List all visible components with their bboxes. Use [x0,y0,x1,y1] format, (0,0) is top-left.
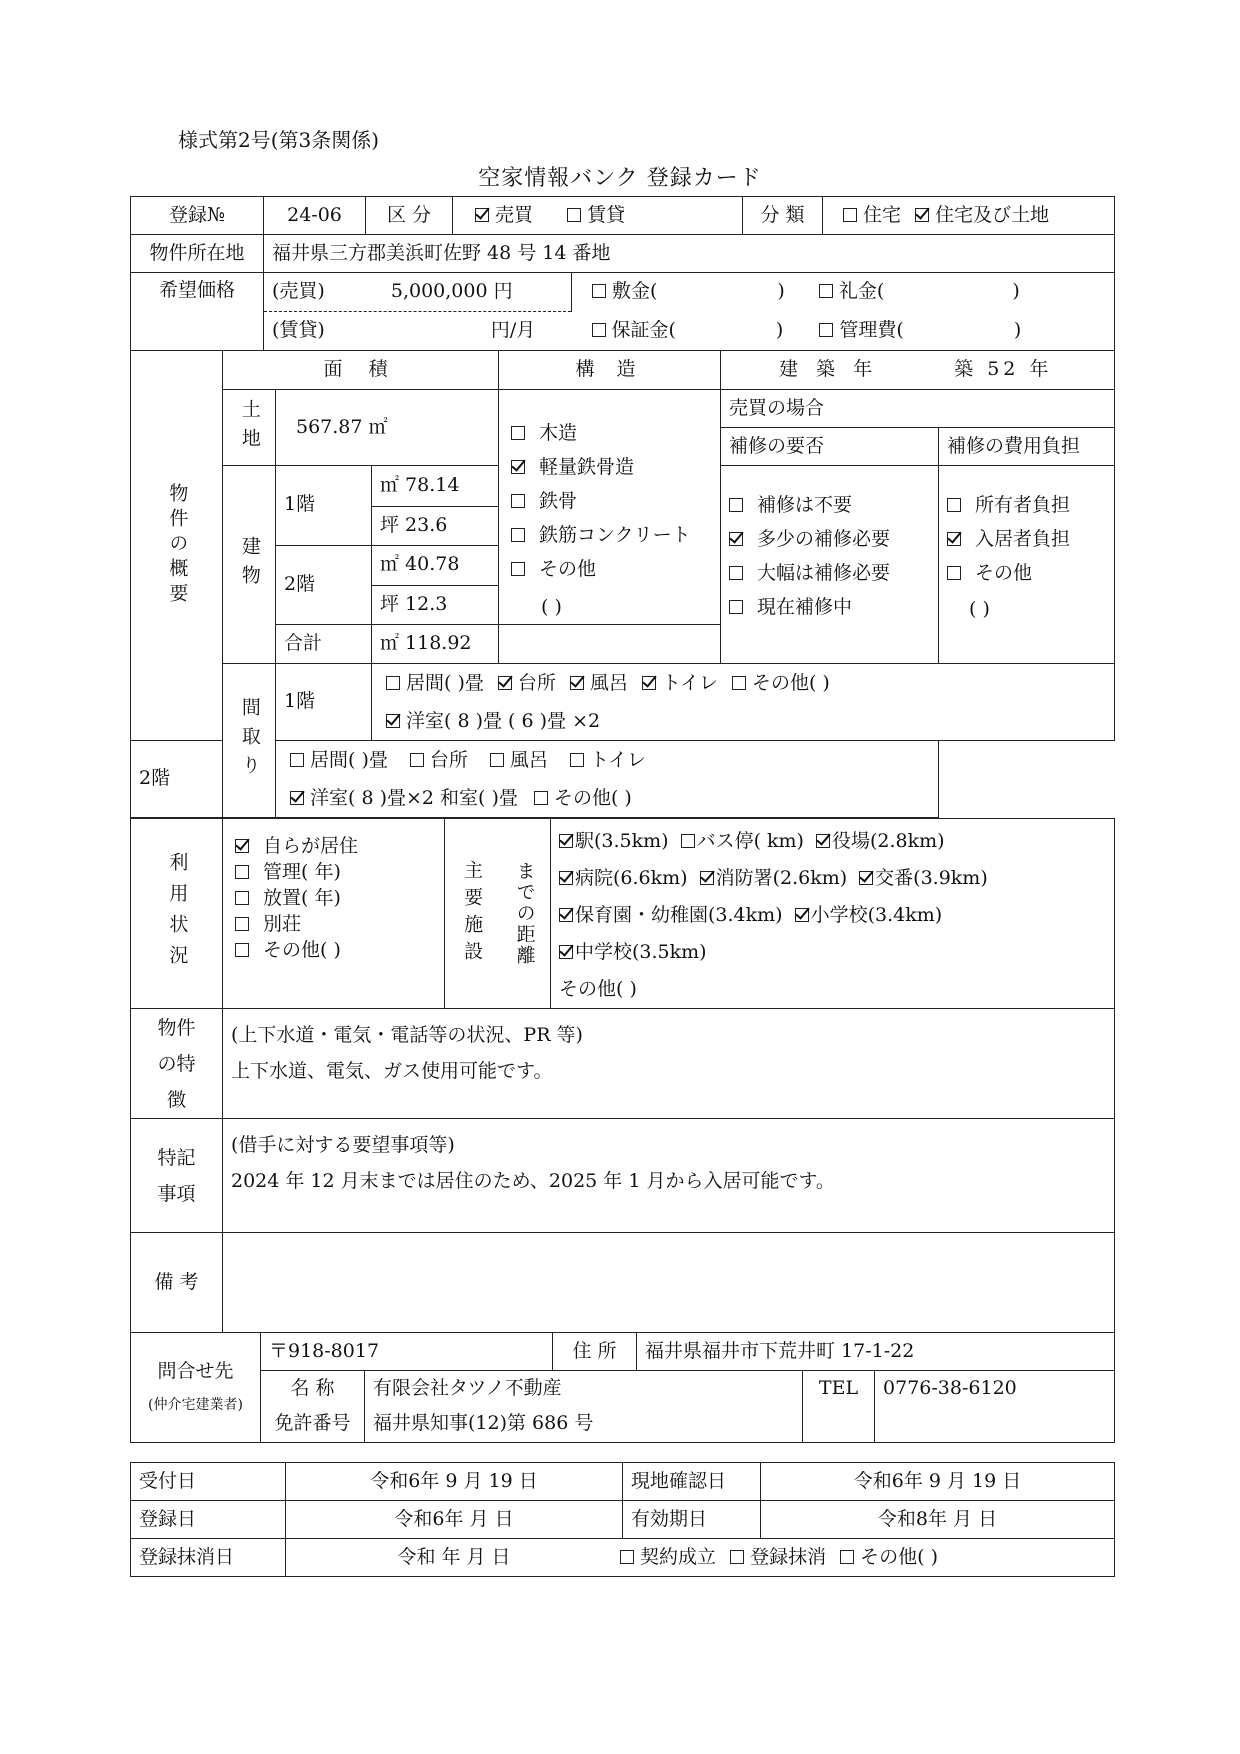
layout-f1-checkbox[interactable] [642,676,656,690]
repair-need-checkbox[interactable] [729,498,743,512]
facility-row [559,823,1106,860]
contact-label-cell [131,1333,261,1443]
notes-label-cell [131,1119,223,1233]
mgmt-fee-close: ) [1013,318,1022,341]
sale-label: 売買 [495,203,534,226]
deposit-close: ) [777,280,785,303]
repair-need-label: 大幅は補修必要 [757,562,891,584]
dates-table [130,1462,1115,1577]
total-m2: ㎡ 118.92 [372,625,499,664]
kubun-options [453,197,743,235]
repair-cost-other-paren: ( ) [969,598,990,620]
cancel-date-label: 登録抹消日 [131,1539,286,1577]
built-header-cell [721,351,1115,390]
structure-label: 鉄筋コンクリート [539,524,691,546]
tel-label: TEL [803,1371,875,1443]
name-label: 名 称 [261,1371,365,1407]
page-title: 空家情報バンク 登録カード [478,166,762,191]
layout-f2-checkbox[interactable] [290,753,304,767]
facility-checkbox[interactable] [559,945,573,959]
layout-f1-checkbox[interactable] [732,676,746,690]
deposit-label: 敷金( [612,280,658,303]
building-label: 建物 [238,535,261,594]
reg-cancel-checkbox[interactable] [730,1550,744,1564]
repair-cost-item [947,556,1106,590]
usage-label-cell [131,819,223,1009]
usage-label: 別荘 [263,913,302,935]
repair-need-checkbox[interactable] [729,600,743,614]
features-value: 上下水道、電気、ガス使用可能です。 [231,1060,553,1082]
structure-item [511,450,712,484]
layout-f1-label: 1階 [276,664,372,741]
usage-checkbox[interactable] [235,865,249,879]
repair-need-item [729,556,930,590]
layout-f1-checkbox[interactable] [386,676,400,690]
site-check-label: 現地確認日 [623,1463,761,1501]
structure-header: 構 造 [499,351,721,390]
repair-cost-label: 所有者負担 [975,494,1071,516]
license-value: 福井県知事(12)第 686 号 [365,1407,803,1443]
layout-f1-checkbox[interactable] [498,676,512,690]
contract-done-checkbox[interactable] [620,1550,634,1564]
kubun-label: 区 分 [366,197,453,235]
structure-other-paren: ( ) [541,596,562,618]
repair-need-checkbox[interactable] [729,566,743,580]
key-money-label: 礼金( [838,280,885,303]
usage-label: 管理( 年) [263,861,341,883]
land-label: 土地 [238,398,261,457]
usage-item [235,885,436,911]
facility-row [559,897,1106,934]
received-label: 受付日 [131,1463,286,1501]
structure-label: 軽量鉄骨造 [539,456,635,478]
built-header: 建 築 年 [779,358,879,381]
reg-no-value: 24-06 [264,197,366,235]
usage-item [235,833,436,859]
features-cell [223,1009,1115,1119]
mgmt-fee-label: 管理費( [839,318,904,341]
layout-label: 間取り [238,697,261,784]
usage-item [235,911,436,937]
notes-label: 特記事項 [157,1146,196,1205]
layout-f1-item: トイレ [661,672,718,694]
structure-list [499,390,721,625]
layout-f1-item: 居間( )畳 [406,672,484,694]
usage-checkbox[interactable] [235,891,249,905]
sale-price-label: (売買) [272,280,325,303]
usage-item [235,859,436,885]
cancel-opt-cancel: 登録抹消 [750,1545,827,1568]
key-money-checkbox[interactable] [819,284,833,298]
layout-f2-item: 台所 [429,749,468,771]
cancel-date-value: 令和 年 月 日 [397,1545,511,1568]
repair-need-checkbox[interactable] [729,532,743,546]
layout-f2-cell [276,741,939,818]
facility-checkbox[interactable] [816,834,830,848]
facility-row [559,860,1106,897]
expiry-label: 有効期日 [623,1501,761,1539]
site-check-value: 令和6年 9 月 19 日 [761,1463,1115,1501]
repair-cost-label: その他 [975,562,1033,584]
structure-checkbox[interactable] [511,528,525,542]
facility-checkbox[interactable] [559,834,573,848]
remarks-label: 備 考 [131,1233,223,1333]
deposit-checkbox[interactable] [592,284,606,298]
layout-f2-line2b: その他( ) [553,787,632,809]
deposit-cell [572,273,1115,312]
layout-f2-checkbox[interactable] [490,753,504,767]
facility-label: 病院(6.6km) [575,867,688,889]
cancel-other-checkbox[interactable] [840,1550,854,1564]
registration-table [130,196,1115,273]
facility-checkbox[interactable] [681,834,695,848]
registered-label: 登録日 [131,1501,286,1539]
usage-label: その他( ) [263,939,341,961]
details-table [130,1008,1115,1333]
distance-label-cell [498,819,551,1009]
postal-code: 〒918-8017 [261,1333,553,1371]
structure-label: 木造 [539,422,578,444]
layout-f2-item: 風呂 [509,749,548,771]
facility-label: 駅(3.5km) [575,830,669,852]
usage-label: 利用状況 [166,851,189,976]
sale-price-value: 5,000,000 円 [390,280,513,303]
repair-need-list [721,466,939,664]
features-label: 物件の特徴 [157,1016,196,1111]
notes-value: 2024 年 12 月末までは居住のため、2025 年 1 月から入居可能です。 [231,1170,835,1192]
area-header: 面 積 [223,351,499,390]
floor1-tsubo: 坪 23.6 [372,506,499,545]
sale-case: 売買の場合 [721,390,1115,428]
layout-f2-label: 2階 [131,741,223,818]
cancel-cell [286,1539,1115,1577]
structure-item [511,518,712,552]
license-label: 免許番号 [261,1407,365,1443]
house-checkbox[interactable] [843,208,857,222]
built-value: 築 52 年 [954,358,1053,381]
bunrui-label: 分 類 [743,197,823,235]
price-table [130,272,1115,351]
overview-table [130,350,1115,818]
repair-need-label: 多少の補修必要 [757,528,891,550]
layout-f1-item: 台所 [517,672,556,694]
usage-list [223,819,445,1009]
location-value: 福井県三方郡美浜町佐野 48 号 14 番地 [264,235,1115,273]
facility-label: 役場(2.8km) [831,830,945,852]
repair-need-item [729,522,930,556]
floor1-label: 1階 [276,466,372,546]
notes-cell [223,1119,1115,1233]
structure-checkbox[interactable] [511,562,525,576]
guarantee-close: ) [775,318,784,341]
repair-cost-header: 補修の費用負担 [939,428,1115,466]
guarantee-label: 保証金( [611,318,676,341]
features-label-cell [131,1009,223,1119]
layout-f2-other-checkbox[interactable] [534,791,548,805]
expiry-value: 令和8年 月 日 [761,1501,1115,1539]
structure-item [511,484,712,518]
rent-label: 賃貸 [587,203,626,226]
structure-checkbox[interactable] [511,460,525,474]
facility-label: 交番(3.9km) [875,867,988,889]
house-land-label: 住宅及び土地 [935,203,1050,226]
rent-price-cell [264,312,572,351]
facility-checkbox[interactable] [700,871,714,885]
house-land-checkbox[interactable] [915,208,929,222]
key-money-close: ) [1012,280,1020,303]
tel-value: 0776-38-6120 [875,1371,1115,1443]
structure-checkbox[interactable] [511,426,525,440]
repair-need-header: 補修の要否 [721,428,939,466]
location-label: 物件所在地 [131,235,264,273]
repair-need-item [729,590,930,624]
facility-checkbox[interactable] [559,871,573,885]
mgmt-fee-checkbox[interactable] [819,323,833,337]
repair-cost-label: 入居者負担 [975,528,1071,550]
layout-f1-item: その他( ) [751,672,830,694]
notes-hint: (借手に対する要望事項等) [231,1134,455,1156]
floor2-tsubo: 坪 12.3 [372,586,499,625]
facility-row [559,934,1106,971]
structure-item [511,416,712,450]
contact-table [130,1332,1115,1443]
repair-need-item [729,488,930,522]
bunrui-options [823,197,1115,235]
facility-checkbox[interactable] [559,908,573,922]
repair-cost-item [947,522,1106,556]
address-label: 住 所 [553,1333,637,1371]
repair-cost-list [939,466,1115,664]
layout-f2-checkbox[interactable] [410,753,424,767]
rent-price-label: (賃貸) [272,319,325,342]
layout-f1-checkbox[interactable] [570,676,584,690]
layout-f2-item: 居間( )畳 [310,749,388,771]
facility-checkbox[interactable] [795,908,809,922]
structure-label: その他 [539,558,597,580]
remarks-value [223,1233,1115,1333]
building-label-cell [223,466,276,664]
reg-no-label: 登録№ [131,197,264,235]
usage-item [235,937,436,963]
structure-item [511,552,712,586]
guarantee-cell [572,312,1115,351]
price-label: 希望価格 [131,273,264,351]
structure-label: 鉄骨 [539,490,578,512]
repair-cost-checkbox[interactable] [947,498,961,512]
floor1-m2: ㎡ 78.14 [372,466,499,507]
registered-value: 令和6年 月 日 [286,1501,623,1539]
facility-label-cell [445,819,498,1009]
facility-other: その他( ) [559,978,637,1000]
facility-list [551,819,1115,1009]
repair-cost-checkbox[interactable] [947,566,961,580]
layout-f1-item: 風呂 [589,672,628,694]
western-room-f1-checkbox[interactable] [386,714,400,728]
address-value: 福井県福井市下荒井町 17-1-22 [637,1333,1115,1371]
layout-f2-line2a: 洋室( 8 )畳×2 和室( )畳 [310,787,518,809]
usage-label: 自らが居住 [263,835,359,857]
sale-checkbox[interactable] [475,208,489,222]
layout-f2-checkbox[interactable] [570,753,584,767]
facility-label: 中学校(3.5km) [575,941,707,963]
repair-cost-checkbox[interactable] [947,532,961,546]
floor2-m2: ㎡ 40.78 [372,545,499,586]
facility-checkbox[interactable] [859,871,873,885]
form-number: 様式第2号(第3条関係) [178,128,380,152]
overview-label-cell [131,351,223,741]
rent-price-unit: 円/月 [490,319,536,342]
name-value: 有限会社タツノ不動産 [365,1371,803,1407]
usage-checkbox[interactable] [235,839,249,853]
western-room-f2-checkbox[interactable] [290,791,304,805]
facility-label: 消防署(2.6km) [715,867,848,889]
repair-need-label: 現在補修中 [757,596,853,618]
floor2-label: 2階 [276,545,372,625]
facility-label: 小学校(3.4km) [810,904,943,926]
cancel-opt-contract: 契約成立 [640,1545,717,1568]
sale-price-cell [264,273,572,312]
facility-label: 主要施設 [461,859,484,968]
layout-f1-cell [372,664,1115,741]
contact-label: 問合せ先 [157,1359,234,1382]
usage-table [130,818,1115,1009]
house-label: 住宅 [863,203,902,226]
usage-checkbox[interactable] [235,917,249,931]
structure-checkbox[interactable] [511,494,525,508]
contact-sub-label: (仲介宅建業者) [148,1396,243,1413]
layout-f2-item: トイレ [589,749,646,771]
layout-f1-line2: 洋室( 8 )畳 ( 6 )畳 ×2 [406,710,601,732]
usage-checkbox[interactable] [235,943,249,957]
facility-label: バス停( km) [696,830,804,852]
cancel-opt-other: その他( ) [860,1545,939,1568]
features-hint: (上下水道・電気・電話等の状況、PR 等) [231,1024,583,1046]
land-label-cell [223,390,276,466]
total-label: 合計 [276,625,372,664]
land-area: 567.87 ㎡ [276,390,499,466]
rent-checkbox[interactable] [567,208,581,222]
repair-need-label: 補修は不要 [757,494,853,516]
facility-label: 保育園・幼稚園(3.4km) [575,904,783,926]
distance-label: までの距離 [513,861,536,966]
layout-label-cell [223,664,276,818]
usage-label: 放置( 年) [263,887,341,909]
overview-label: 物件の概要 [166,483,189,608]
guarantee-checkbox[interactable] [592,323,606,337]
repair-cost-item [947,488,1106,522]
received-value: 令和6年 9 月 19 日 [286,1463,623,1501]
